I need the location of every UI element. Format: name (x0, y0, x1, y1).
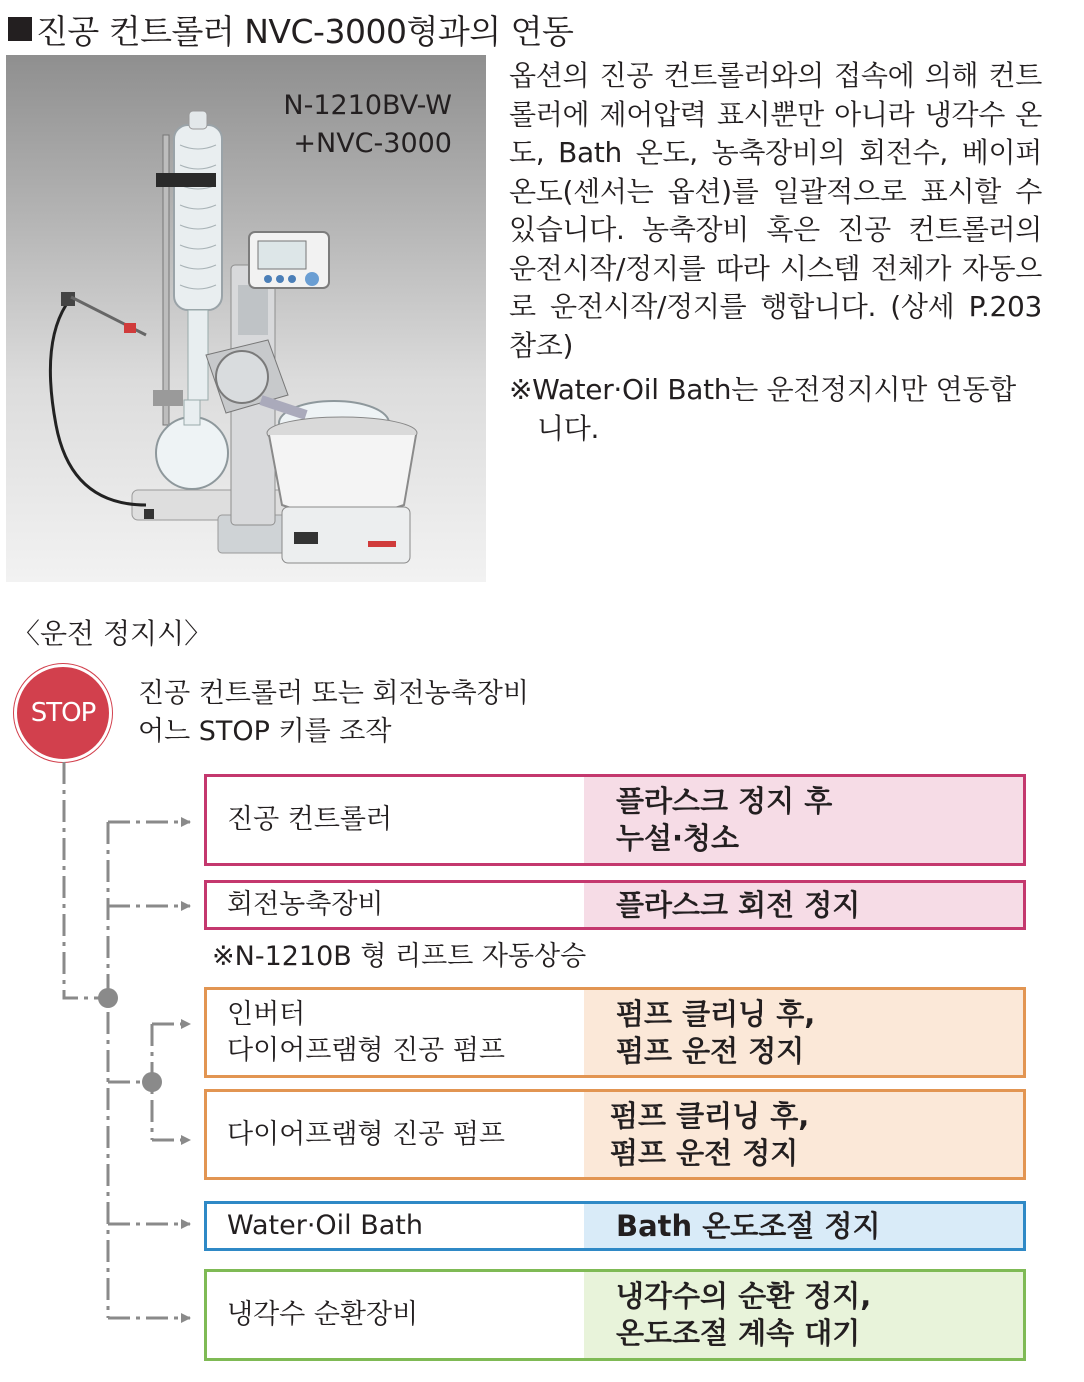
connector-main (64, 762, 108, 998)
action-label: 플라스크 정지 후 누설·청소 (584, 777, 1023, 863)
row-chiller (204, 1269, 1026, 1361)
junction-dot (142, 1072, 162, 1092)
row-vacuum-controller (204, 774, 1026, 866)
lift-note: ※N-1210B 형 리프트 자동상승 (212, 941, 587, 972)
device-label: 다이어프램형 진공 펌프 (227, 1118, 505, 1150)
controller-model-name: +NVC-3000 (293, 128, 452, 159)
action-label: 펌프 클리닝 후, 펌프 운전 정지 (584, 990, 1023, 1075)
row-rotary-evaporator (204, 880, 1026, 930)
page-title-text: 진공 컨트롤러 NVC-3000형과의 연동 (36, 12, 574, 51)
section-title: 〈운전 정지시〉 (12, 617, 213, 650)
device-label: 인버터 다이어프램형 진공 펌프 (227, 998, 505, 1066)
row-inverter-pump (204, 987, 1026, 1078)
device-label: 냉각수 순환장비 (227, 1299, 419, 1330)
action-label: Bath 온도조절 정지 (584, 1204, 1023, 1248)
device-label: 진공 컨트롤러 (227, 804, 393, 835)
action-label: 냉각수의 순환 정지, 온도조절 계속 대기 (584, 1272, 1023, 1358)
stop-description-line2: 어느 STOP 키를 조작 (138, 716, 392, 747)
device-label: 회전농축장비 (227, 889, 384, 920)
water-oil-note: ※Water·Oil Bath는 운전정지시만 연동합니다. (509, 373, 1016, 445)
stop-description-line1: 진공 컨트롤러 또는 회전농축장비 (138, 678, 529, 709)
action-label: 플라스크 회전 정지 (584, 883, 1023, 927)
row-water-oil-bath (204, 1201, 1026, 1251)
stop-label: STOP (30, 698, 96, 728)
row-diaphragm-pump (204, 1089, 1026, 1180)
junction-dot (98, 988, 118, 1008)
description-paragraph: 옵션의 진공 컨트롤러와의 접속에 의해 컨트롤러에 제어압력 표시뿐만 아니라 냉각수 온도, Bath 온도, 농축장비의 회전수, 베이퍼 온도(센서는 옵션)를 일괄적으로 표시할 수 있습니다. 농축장비 혹은 진공 컨트롤러의 운전시작/정지를 따라 시스템 전체가 자동으로 운전시작/정지를 행합니다. (상세 P.203 참조) (509, 59, 1042, 362)
action-label: 펌프 클리닝 후, 펌프 운전 정지 (584, 1092, 1023, 1177)
device-label: Water·Oil Bath (227, 1210, 424, 1241)
model-name: N-1210BV-W (283, 90, 452, 121)
